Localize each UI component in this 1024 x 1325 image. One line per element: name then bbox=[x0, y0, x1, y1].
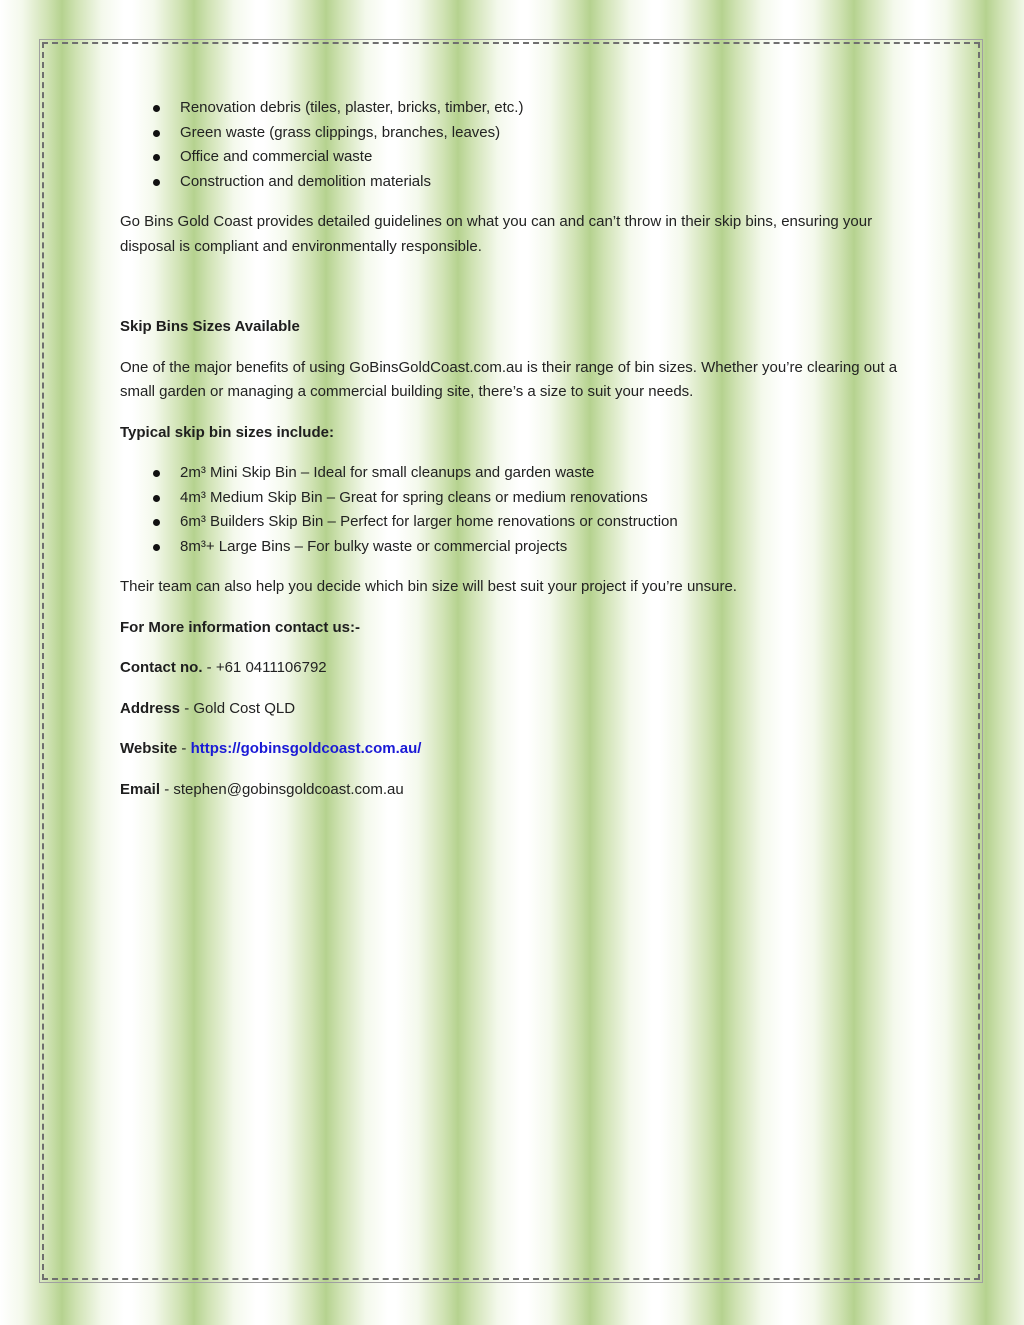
list-item: Construction and demolition materials bbox=[120, 170, 910, 195]
list-item: Renovation debris (tiles, plaster, bricks, timber, etc.) bbox=[120, 96, 910, 121]
address-label: Address bbox=[120, 699, 181, 717]
sizes-heading: Skip Bins Sizes Available bbox=[120, 318, 300, 335]
list-item: 6m³ Builders Skip Bin – Perfect for larger home renovations or construction bbox=[120, 510, 910, 535]
waste-types-list bbox=[120, 96, 910, 194]
website-separator: - bbox=[177, 740, 191, 757]
list-item: Green waste (grass clippings, branches, leaves) bbox=[120, 121, 910, 146]
address-value: - Gold Cost QLD bbox=[180, 699, 296, 717]
website-label: Website bbox=[120, 740, 178, 757]
contact-website-line bbox=[120, 737, 910, 762]
bin-sizes-list bbox=[120, 461, 910, 559]
guidelines-paragraph: Go Bins Gold Coast provides detailed guidelines on what you can and can’t throw in their skip bins, ensuring your disposal is compliant and environmentally responsible. bbox=[120, 213, 873, 255]
website-link[interactable]: https://gobinsgoldcoast.com.au/ bbox=[190, 740, 422, 757]
list-item: 8m³+ Large Bins – For bulky waste or commercial projects bbox=[120, 535, 910, 560]
email-label: Email bbox=[120, 780, 161, 798]
contact-address-line bbox=[120, 697, 910, 722]
phone-label: Contact no. bbox=[120, 659, 203, 676]
list-item: 4m³ Medium Skip Bin – Great for spring cleans or medium renovations bbox=[120, 486, 910, 511]
contact-heading: For More information contact us:- bbox=[120, 618, 360, 636]
section-spacer bbox=[120, 275, 910, 315]
contact-email-line bbox=[120, 778, 910, 803]
document-body bbox=[120, 96, 910, 818]
list-item: Office and commercial waste bbox=[120, 145, 910, 170]
contact-phone-line bbox=[120, 656, 910, 681]
sizes-paragraph: One of the major benefits of using GoBinsGoldCoast.com.au is their range of bin sizes. Whether you’re clearing out a small garden or managing a commercial building site, there’s a size to suit your needs. bbox=[120, 358, 898, 400]
list-item: 2m³ Mini Skip Bin – Ideal for small cleanups and garden waste bbox=[120, 461, 910, 486]
email-value: - stephen@gobinsgoldcoast.com.au bbox=[160, 780, 404, 798]
typical-sizes-heading: Typical skip bin sizes include: bbox=[120, 423, 334, 441]
phone-value: - +61 0411106792 bbox=[202, 659, 327, 676]
help-paragraph: Their team can also help you decide which bin size will best suit your project if you’re unsure. bbox=[120, 578, 737, 595]
